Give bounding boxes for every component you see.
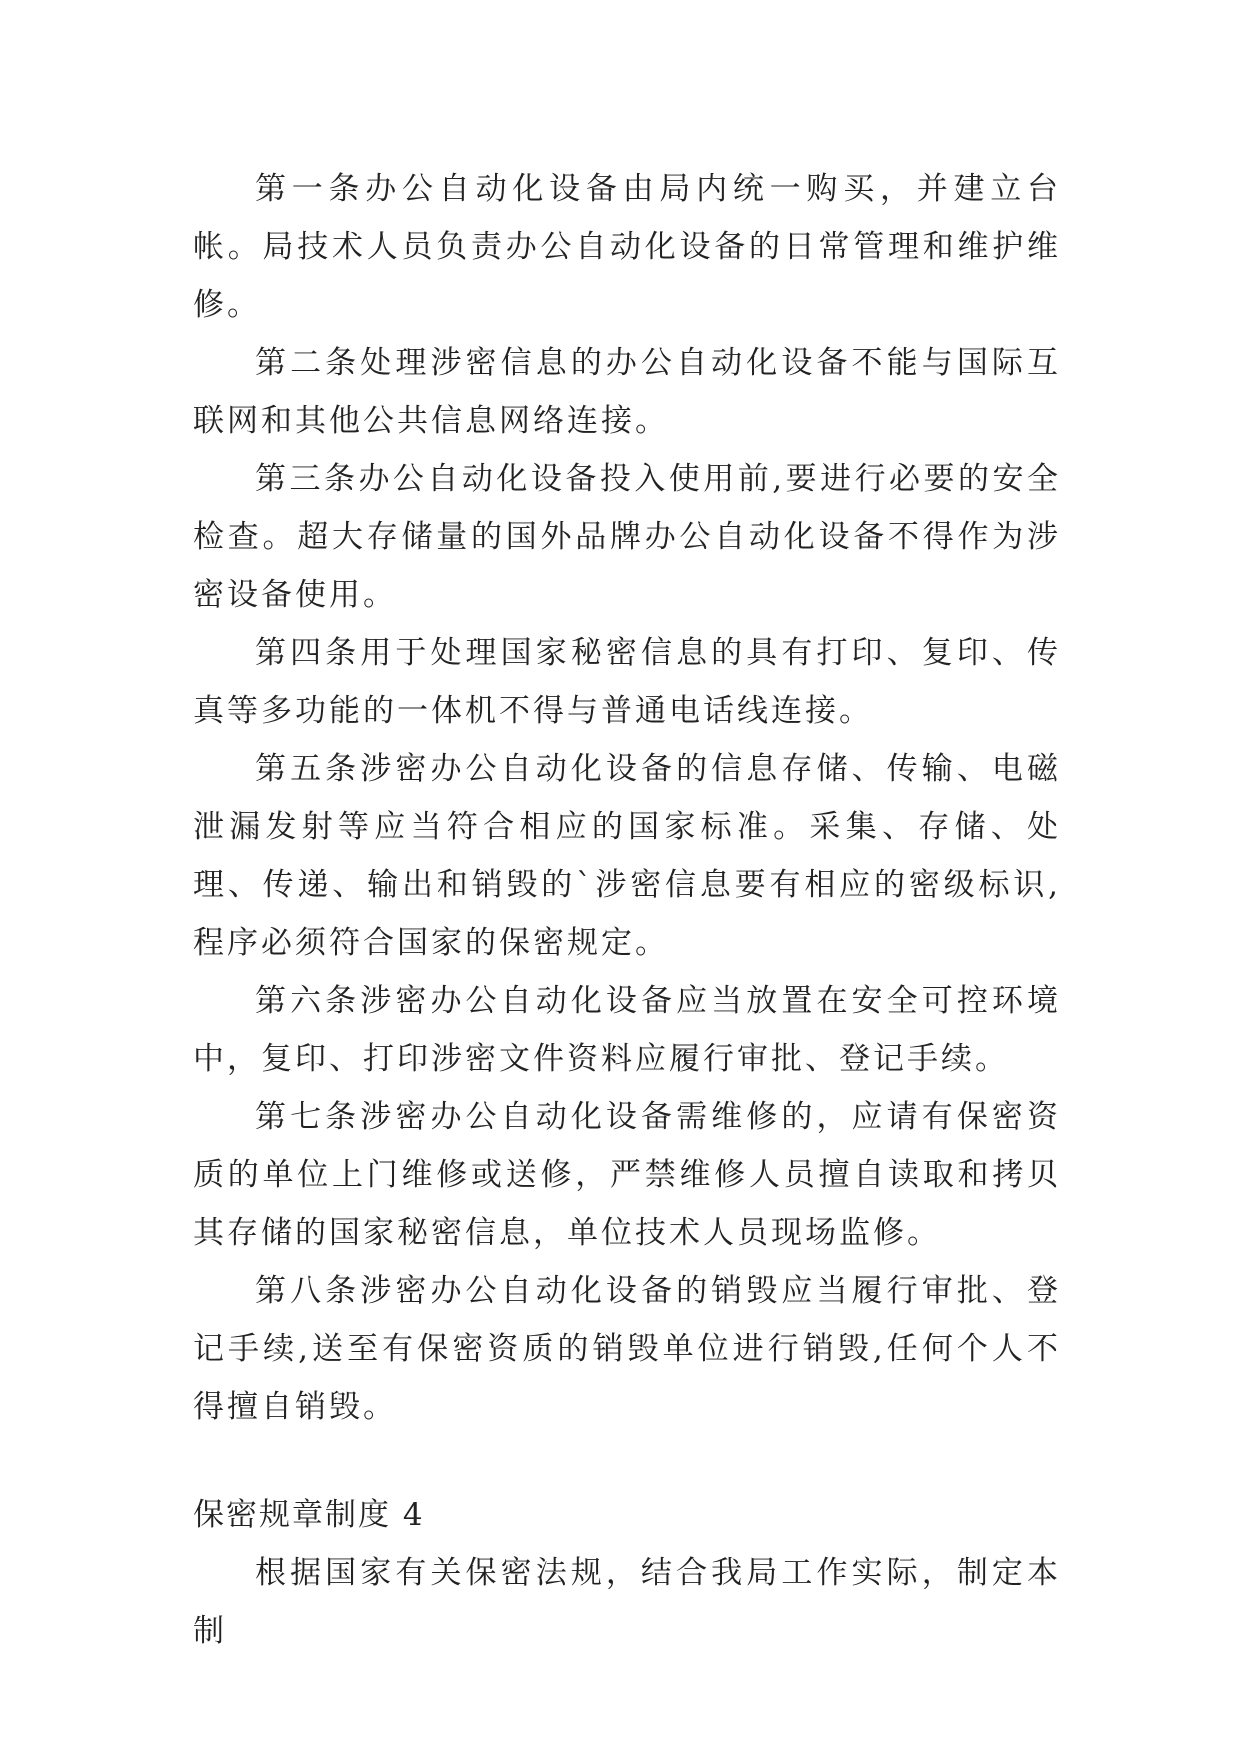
article-3-paragraph: 第三条办公自动化设备投入使用前,要进行必要的安全检查。超大存储量的国外品牌办公自动化设备不得作为涉密设备使用。 [193,461,1061,613]
document-body [193,160,1061,1660]
article-5-paragraph: 第五条涉密办公自动化设备的信息存储、传输、电磁泄漏发射等应当符合相应的国家标准。采集、存储、处理、传递、输出和销毁的`涉密信息要有相应的密级标识,程序必须符合国家的保密规定。 [193,751,1061,961]
article-7-paragraph: 第七条涉密办公自动化设备需维修的，应请有保密资质的单位上门维修或送修，严禁维修人员擅自读取和拷贝其存储的国家秘密信息，单位技术人员现场监修。 [193,1099,1061,1251]
section-heading: 保密规章制度 4 [193,1497,425,1533]
article-2-paragraph: 第二条处理涉密信息的办公自动化设备不能与国际互联网和其他公共信息网络连接。 [193,345,1061,439]
article-8-paragraph: 第八条涉密办公自动化设备的销毁应当履行审批、登记手续,送至有保密资质的销毁单位进行销毁,任何个人不得擅自销毁。 [193,1273,1061,1425]
article-6-paragraph: 第六条涉密办公自动化设备应当放置在安全可控环境中，复印、打印涉密文件资料应履行审批、登记手续。 [193,983,1061,1077]
article-4-paragraph: 第四条用于处理国家秘密信息的具有打印、复印、传真等多功能的一体机不得与普通电话线连接。 [193,635,1061,729]
intro-paragraph: 根据国家有关保密法规，结合我局工作实际，制定本制 [193,1555,1061,1649]
article-1-paragraph: 第一条办公自动化设备由局内统一购买，并建立台帐。局技术人员负责办公自动化设备的日常管理和维护维修。 [193,171,1061,323]
